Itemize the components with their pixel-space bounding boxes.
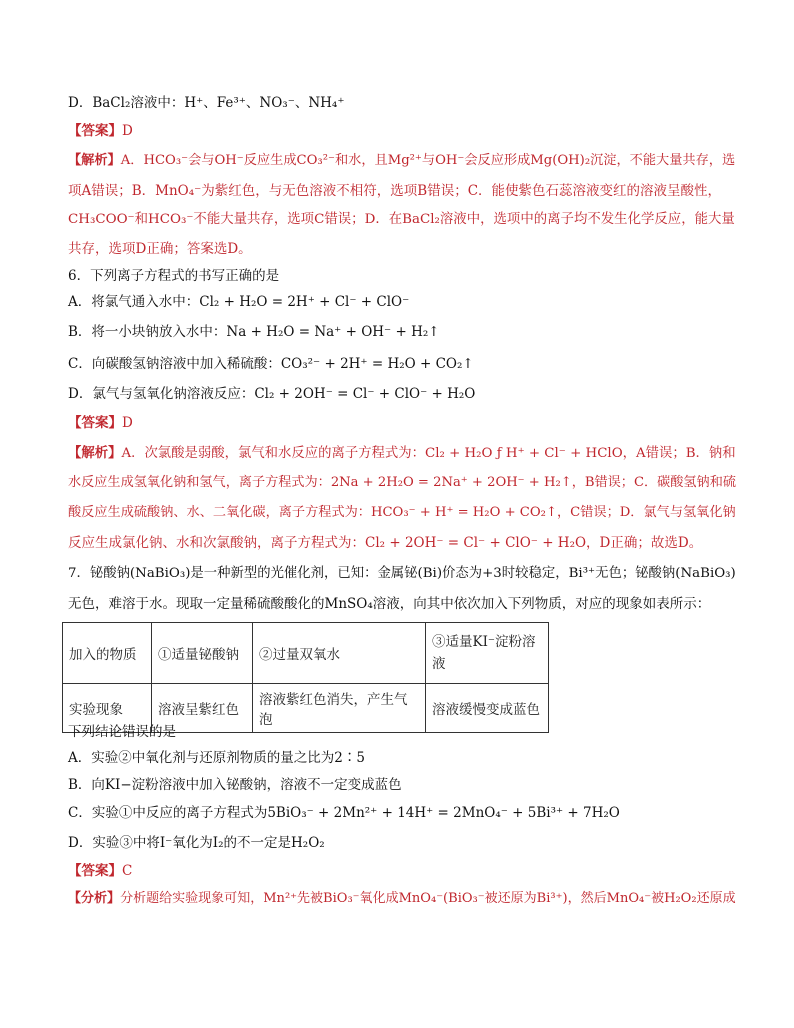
q6-analysis-line: 水反应生成氢氧化钠和氢气，离子方程式为：2Na + 2H₂O = 2Na⁺ + 2OH⁻ + H₂↑，B错误；C．碳酸氢钠和硫 bbox=[68, 475, 736, 490]
q6-analysis-line: 反应生成氯化钠、水和次氯酸钠，离子方程式为：Cl₂ + 2OH⁻ = Cl⁻ + ClO⁻ + H₂O，D正确；故选D。 bbox=[68, 535, 703, 551]
q7-question: 下列结论错误的是 bbox=[68, 724, 176, 740]
table-cell: 实验现象 bbox=[63, 684, 152, 733]
q6-answer bbox=[68, 413, 133, 433]
table-cell: ②过量双氧水 bbox=[253, 623, 426, 684]
answer-tag: 【答案】 bbox=[68, 863, 122, 879]
q7-analysis-line: 【分析】分析题给实验现象可知，Mn²⁺先被BiO₃⁻氧化成MnO₄⁻(BiO₃⁻被还原为Bi³⁺)，然后MnO₄⁻被H₂O₂还原成 bbox=[68, 891, 736, 906]
q6-stem: 6．下列离子方程式的书写正确的是 bbox=[68, 268, 280, 284]
experiment-table bbox=[62, 622, 549, 733]
q7-option-a: A．实验②中氧化剂与还原剂物质的量之比为2∶5 bbox=[68, 750, 365, 766]
answer-tag: 【答案】 bbox=[68, 123, 122, 139]
answer-tag: 【答案】 bbox=[68, 415, 122, 431]
table-row bbox=[63, 623, 549, 684]
table-cell: ①适量铋酸钠 bbox=[152, 623, 253, 684]
q5-analysis-line: CH₃COO⁻和HCO₃⁻不能大量共存，选项C错误；D．在BaCl₂溶液中，选项中的离子均不发生化学反应，能大量 bbox=[68, 212, 735, 227]
q6-option-a: A．将氯气通入水中：Cl₂ + H₂O = 2H⁺ + Cl⁻ + ClO⁻ bbox=[68, 294, 410, 310]
answer-value: D bbox=[122, 123, 133, 139]
analysis-tag: 【分析】 bbox=[68, 891, 121, 906]
q7-option-d: D．实验③中将I⁻氧化为I₂的不一定是H₂O₂ bbox=[68, 835, 325, 851]
q6-option-b: B．将一小块钠放入水中：Na + H₂O = Na⁺ + OH⁻ + H₂↑ bbox=[68, 324, 440, 340]
q5-analysis-line: 项A错误；B．MnO₄⁻为紫红色，与无色溶液不相符，选项B错误；C．能使紫色石蕊溶液变红的溶液呈酸性， bbox=[68, 183, 722, 199]
table-cell: 溶液缓慢变成蓝色 bbox=[426, 684, 549, 733]
q7-answer bbox=[68, 861, 132, 881]
q6-analysis-line: 【解析】A．次氯酸是弱酸，氯气和水反应的离子方程式为：Cl₂ + H₂O ƒ H⁺ + Cl⁻ + HClO，A错误；B．钠和 bbox=[68, 445, 736, 461]
q5-analysis-line: 【解析】A．HCO₃⁻会与OH⁻反应生成CO₃²⁻和水，且Mg²⁺与OH⁻会反应形成Mg(OH)₂沉淀，不能大量共存，选 bbox=[68, 153, 736, 168]
analysis-tag: 【解析】 bbox=[68, 153, 121, 168]
analysis-tag: 【解析】 bbox=[68, 445, 122, 461]
q7-option-b: B．向KI−淀粉溶液中加入铋酸钠，溶液不一定变成蓝色 bbox=[68, 777, 402, 793]
q7-option-c: C．实验①中反应的离子方程式为5BiO₃⁻ + 2Mn²⁺ + 14H⁺ = 2MnO₄⁻ + 5Bi³⁺ + 7H₂O bbox=[68, 805, 620, 821]
table-cell: 溶液紫红色消失，产生气泡 bbox=[253, 684, 426, 733]
q6-option-d: D．氯气与氢氧化钠溶液反应：Cl₂ + 2OH⁻ = Cl⁻ + ClO⁻ + H₂O bbox=[68, 386, 476, 402]
q6-option-c: C．向碳酸氢钠溶液中加入稀硫酸：CO₃²⁻ + 2H⁺ = H₂O + CO₂↑ bbox=[68, 356, 474, 372]
q5-answer bbox=[68, 121, 133, 141]
q5-option-d: D．BaCl₂溶液中：H⁺、Fe³⁺、NO₃⁻、NH₄⁺ bbox=[68, 95, 345, 111]
table-cell: ③适量KI⁻淀粉溶液 bbox=[426, 623, 549, 684]
table-cell: 加入的物质 bbox=[63, 623, 152, 684]
q5-analysis-line: 共存，选项D正确；答案选D。 bbox=[68, 241, 252, 257]
table-cell: 溶液呈紫红色 bbox=[152, 684, 253, 733]
answer-value: D bbox=[122, 415, 133, 431]
q7-stem-line: 7．铋酸钠(NaBiO₃)是一种新型的光催化剂，已知：金属铋(Bi)价态为+3时较稳定，Bi³⁺无色；铋酸钠(NaBiO₃) bbox=[68, 566, 736, 581]
answer-value: C bbox=[122, 863, 133, 879]
q7-stem-line: 无色，难溶于水。现取一定量稀硫酸酸化的MnSO₄溶液，向其中依次加入下列物质，对应的现象如表所示： bbox=[68, 596, 711, 612]
q6-analysis-line: 酸反应生成硫酸钠、水、二氧化碳，离子方程式为：HCO₃⁻ + H⁺ = H₂O + CO₂↑，C错误；D．氯气与氢氧化钠 bbox=[68, 505, 736, 520]
